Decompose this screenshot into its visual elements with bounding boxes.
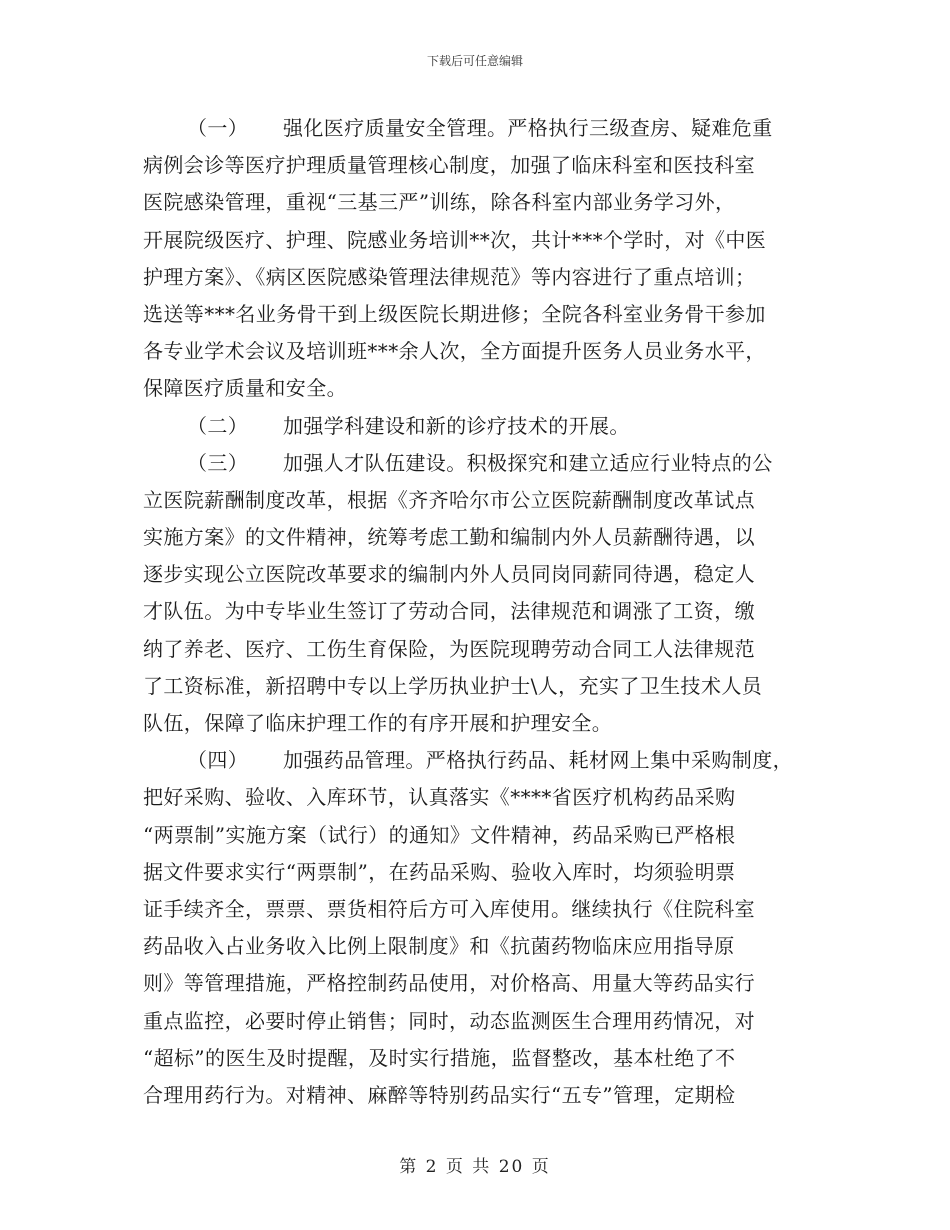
paragraph-2-line-1 — [143, 408, 823, 445]
page-footer: 第 2 页 共 20 页 — [399, 1157, 551, 1177]
paragraph-4-line-3: “两票制”实施方案（试行）的通知》文件精神，药品采购已严格根 — [143, 822, 736, 847]
paragraph-4-line-8: 重点监控，必要时停止销售；同时，动态监测医生合理用药情况，对 — [143, 1008, 755, 1033]
paragraph-2-text: 加强学科建设和新的诊疗技术的开展。 — [283, 413, 630, 438]
paragraph-4-line-2: 把好采购、验收、入库环节，认真落实《****省医疗机构药品采购 — [143, 785, 736, 810]
paragraph-1-line-4: 开展院级医疗、护理、院感业务培训**次，共计***个学时，对《中医 — [143, 227, 767, 252]
paragraph-4-label: （四） — [187, 748, 249, 773]
paragraph-3-line-8: 队伍，保障了临床护理工作的有序开展和护理安全。 — [143, 711, 613, 735]
paragraph-2-label: （二） — [187, 413, 249, 438]
paragraph-3-line-6: 纳了养老、医疗、工伤生育保险，为医院现聘劳动合同工人法律规范 — [143, 636, 755, 661]
page-header: 下载后可任意编辑 — [426, 54, 523, 68]
paragraph-3-line-3: 实施方案》的文件精神，统筹考虑工勤和编制内外人员薪酬待遇，以 — [143, 525, 755, 550]
paragraph-4-line-7: 则》等管理措施，严格控制药品使用，对价格高、用量大等药品实行 — [143, 971, 755, 996]
paragraph-3-text: 加强人才队伍建设。积极探究和建立适应行业特点的公 — [283, 450, 773, 475]
paragraph-4-line-1 — [143, 742, 823, 779]
paragraph-4-line-6: 药品收入占业务收入比例上限制度》和《抗菌药物临床应用指导原 — [143, 934, 735, 959]
paragraph-1-line-7: 各专业学术会议及培训班***余人次，全方面提升医务人员业务水平， — [143, 339, 766, 364]
paragraph-3-line-4: 逐步实现公立医院改革要求的编制内外人员同岗同薪同待遇，稳定人 — [143, 562, 755, 587]
paragraph-4-line-10: 合理用药行为。对精神、麻醉等特别药品实行“五专”管理，定期检 — [143, 1082, 736, 1107]
paragraph-1-line-1 — [143, 110, 823, 147]
paragraph-4-line-4: 据文件要求实行“两票制”，在药品采购、验收入库时，均须验明票 — [143, 859, 736, 884]
paragraph-1-line-8: 保障医疗质量和安全。 — [143, 376, 347, 401]
paragraph-1-line-6: 选送等***名业务骨干到上级医院长期进修；全院各科室业务骨干参加 — [143, 301, 766, 326]
paragraph-4-text: 加强药品管理。严格执行药品、耗材网上集中采购制度， — [283, 748, 793, 773]
paragraph-1-label: （一） — [187, 116, 249, 140]
paragraph-4-line-5: 证手续齐全，票票、票货相符后方可入库使用。继续执行《住院科室 — [143, 896, 755, 921]
document-body — [143, 110, 823, 1114]
paragraph-3-line-5: 才队伍。为中专毕业生签订了劳动合同，法律规范和调涨了工资，缴 — [143, 599, 755, 624]
paragraph-3-line-2: 立医院薪酬制度改革，根据《齐齐哈尔市公立医院薪酬制度改革试点 — [143, 487, 755, 512]
paragraph-3-line-1 — [143, 445, 823, 482]
paragraph-1-line-5: 护理方案》、《病区医院感染管理法律规范》等内容进行了重点培训； — [143, 264, 756, 289]
paragraph-1-line-2: 病例会诊等医疗护理质量管理核心制度，加强了临床科室和医技科室 — [143, 153, 755, 178]
paragraph-1-line-3: 医院感染管理，重视“三基三严”训练，除各科室内部业务学习外， — [143, 190, 736, 215]
paragraph-4-line-9: “超标”的医生及时提醒，及时实行措施，监督整改，基本杜绝了不 — [143, 1045, 736, 1070]
paragraph-3-label: （三） — [187, 450, 249, 475]
paragraph-3-line-7: 了工资标准，新招聘中专以上学历执业护士\人，充实了卫生技术人员 — [143, 673, 763, 698]
paragraph-1-text: 强化医疗质量安全管理。严格执行三级查房、疑难危重 — [283, 116, 773, 140]
